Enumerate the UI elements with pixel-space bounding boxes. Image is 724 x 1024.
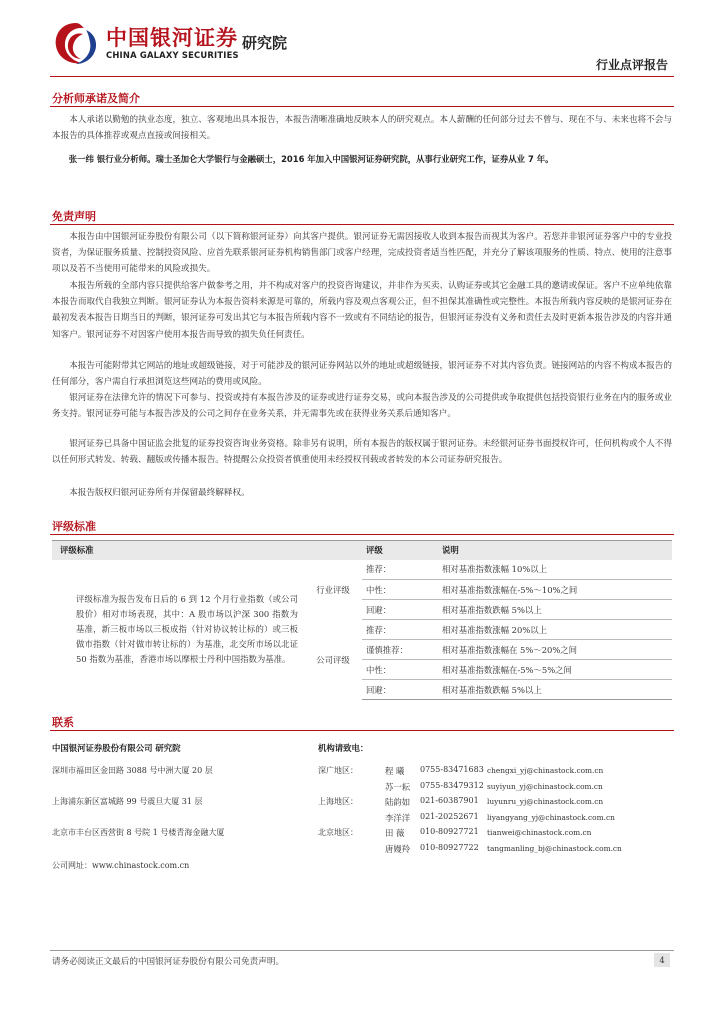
grade-cell: 推荐： [362,560,438,580]
explanation-cell: 相对基准指数跌幅 5%以上 [438,680,672,700]
header-cell-standard: 评级标准 [52,541,304,560]
contact-name: 李洋洋 [385,813,411,823]
logo-chinese-name: 中国银河证券 [106,26,238,50]
grade-cell: 回避： [362,680,438,700]
contact-name: 程 曦 [385,766,405,776]
analyst-statement: 本人承诺以勤勉的执业态度，独立、客观地出具本报告，本报告清晰准确地反映本人的研究观点。本人薪酬的任何部分过去不曾与、现在不与、未来也将不会与本报告的具体推荐或观点直接或间接相关。 [52,115,672,142]
contact-phone: 010-80927721 [420,827,479,836]
contact-name: 陆韵如 [385,797,411,807]
disclaimer-paragraph: 本报告所载的全部内容只提供给客户做参考之用，并不构成对客户的投资咨询建议，并非作为买卖、认购证券或其它金融工具的邀请或保证。客户不应单纯依靠本报告而取代自我独立判断。银河证券认为本报告资料来源是可靠的，所载内容及观点客观公正，但不担保其准确性或完整性。本报告所载内容反映的是银河证券在最初发表本报告日期当日的判断，银河证券可发出其它与本报告所载内容不一致或有不同结论的报告，但银河证券没有义务和责任去及时更新本报告涉及的内容并通知客户。银河证券不对因客户使用本报告而导致的损失负任何责任。 [52,281,672,340]
disclaimer-section-divider [50,224,674,225]
contact-name: 田 薇 [385,828,405,838]
explanation-cell: 相对基准指数跌幅 5%以上 [438,600,672,620]
rating-section-divider [50,534,674,535]
region-label: 北京地区： [318,828,358,837]
header-cell-explanation: 说明 [438,541,672,560]
analyst-section-title: 分析师承诺及简介 [52,92,140,105]
contact-email[interactable]: tianwei@chinastock.com.cn [487,828,592,837]
contact-email[interactable]: tangmanling_bj@chinastock.com.cn [487,844,622,853]
analyst-section-divider [50,106,674,107]
contact-sales-title: 机构请致电： [318,743,369,753]
galaxy-logo-icon [52,20,100,66]
region-label: 上海地区： [318,797,358,806]
footer-divider [50,950,674,951]
region-label: 深广地区： [318,766,358,775]
explanation-cell: 相对基准指数涨幅在 5%～20%之间 [438,640,672,660]
disclaimer-section-title: 免责声明 [52,210,96,223]
grade-cell: 回避： [362,600,438,620]
contact-phone: 021-60387901 [420,796,479,805]
grade-cell: 中性： [362,660,438,680]
disclaimer-paragraph: 银河证券已具备中国证监会批复的证券投资咨询业务资格。除非另有说明，所有本报告的版权属于银河证券。未经银河证券书面授权许可，任何机构或个人不得以任何形式转发、转载、翻版或传播本报告。特提醒公众投资者慎重使用未经授权刊载或者转发的本公司证券研究报告。 [52,439,672,466]
contact-phone: 0755-83479312 [420,781,484,790]
header-cell-grade: 评级 [362,541,438,560]
explanation-cell: 相对基准指数涨幅在-5%～10%之间 [438,580,672,600]
contact-name: 唐嫚羚 [385,844,411,854]
rating-section-title: 评级标准 [52,520,96,533]
explanation-cell: 相对基准指数涨幅 10%以上 [438,560,672,580]
rating-table [52,540,672,700]
grade-cell: 谨慎推荐： [362,640,438,660]
contact-name: 苏一耘 [385,782,411,792]
company-logo [52,18,312,68]
grade-cell: 中性： [362,580,438,600]
disclaimer-paragraph: 本报告版权归银河证券所有并保留最终解释权。 [69,488,250,498]
rating-description: 评级标准为报告发布日后的 6 到 12 个月行业指数（或公司股价）相对市场表现，其中：A 股市场以沪深 300 指数为基准，新三板市场以三板成指（针对协议转让标的）或三板做市指数（针对做市转让标的）为基准，北交所市场以北证 50 指数为基准，香港市场以摩根士丹利中国指数为基准。 [76,594,298,664]
contact-company-name: 中国银河证券股份有限公司 研究院 [52,743,181,753]
disclaimer-paragraph: 本报告可能附带其它网站的地址或超级链接，对于可能涉及的银河证券网站以外的地址或超级链接，银河证券不对其内容负责。链接网站的内容不构成本报告的任何部分，客户需自行承担浏览这些网站的费用或风险。 [52,361,672,388]
analyst-bio: 张一纬 银行业分析师。瑞士圣加仑大学银行与金融硕士，2016 年加入中国银河证券研究院，从事行业研究工作，证券从业 7 年。 [68,154,554,164]
contact-phone: 021-20252671 [420,812,479,821]
report-type-label: 行业点评报告 [595,58,668,72]
table-row [52,560,672,580]
logo-subtitle: 研究院 [242,34,288,52]
grade-cell: 推荐： [362,620,438,640]
explanation-cell: 相对基准指数涨幅 20%以上 [438,620,672,640]
page-number: 4 [654,953,670,967]
rating-table-header [52,541,672,560]
contact-email[interactable]: liyangyang_yj@chinastock.com.cn [487,813,615,822]
contact-phone: 010-80927722 [420,843,479,852]
company-website[interactable]: 公司网址：www.chinastock.com.cn [52,861,190,870]
contact-phone: 0755-83471683 [420,765,484,774]
contact-email[interactable]: chengxi_yj@chinastock.com.cn [487,766,604,775]
contact-email[interactable]: luyunru_yj@chinastock.com.cn [487,797,604,806]
disclaimer-paragraph: 银河证券在法律允许的情况下可参与、投资或持有本报告涉及的证券或进行证券交易，或向本报告涉及的公司提供或争取提供包括投资银行业务在内的服务或业务支持。银河证券可能与本报告涉及的公司之间存在业务关系，并无需事先或在获得业务关系后通知客户。 [52,393,672,420]
contact-section-divider [50,730,674,731]
disclaimer-paragraph: 本报告由中国银河证券股份有限公司（以下简称银河证券）向其客户提供。银河证券无需因接收人收到本报告而视其为客户。若您并非银河证券客户中的专业投资者，为保证服务质量、控制投资风险、应首先联系银河证券机构销售部门或客户经理，完成投资者适当性匹配，并充分了解该项服务的性质、特点、使用的注意事项以及若不当使用可能带来的风险或损失。 [52,232,672,275]
explanation-cell: 相对基准指数涨幅在-5%～5%之间 [438,660,672,680]
company-rating-label: 公司评级 [316,654,350,665]
industry-rating-label: 行业评级 [316,584,350,595]
logo-english-name: CHINA GALAXY SECURITIES [106,50,239,60]
address-beijing: 北京市丰台区西营街 8 号院 1 号楼青海金融大厦 [52,828,225,837]
contact-email[interactable]: suyiyun_yj@chinastock.com.cn [487,782,603,791]
header-divider [50,76,674,77]
address-shanghai: 上海浦东新区富城路 99 号震旦大厦 31 层 [52,797,203,806]
footer-notice: 请务必阅读正文最后的中国银河证券股份有限公司免责声明。 [52,957,285,967]
address-shenzhen: 深圳市福田区金田路 3088 号中洲大厦 20 层 [52,766,213,775]
contact-section-title: 联系 [52,716,74,729]
